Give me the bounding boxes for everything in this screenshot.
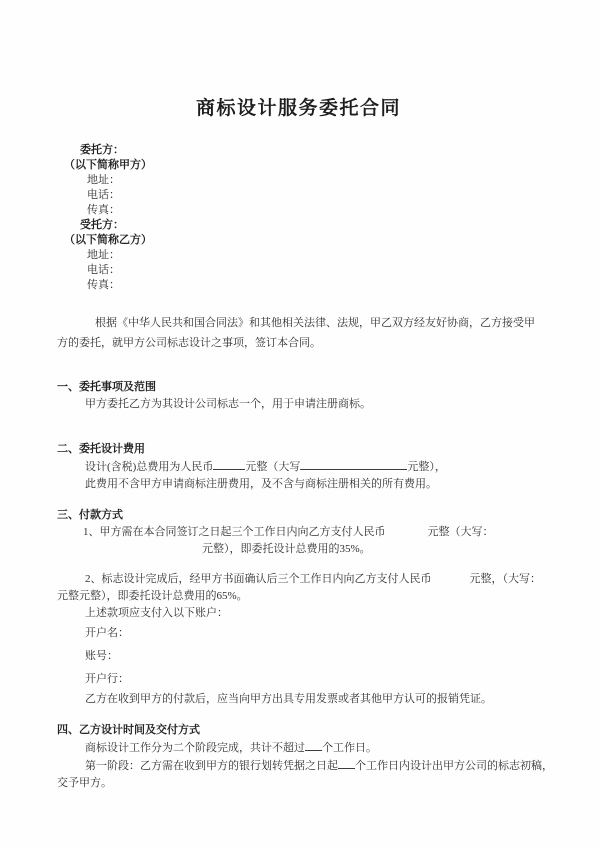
fee-amount-words-blank: [300, 458, 407, 470]
payment-item2-suffix: 元整，（大写：: [469, 573, 541, 585]
fee-text-mid: 元整（大写: [245, 461, 301, 473]
section-payment-heading: 三、付款方式: [57, 509, 123, 521]
bank-label: 开户行：: [85, 673, 129, 685]
schedule-line1: [57, 739, 540, 757]
fee-line: [57, 458, 540, 476]
payment-item1-prefix: 1、甲方需在本合同签订之日起三个工作日内向乙方支付人民币: [83, 526, 386, 538]
preamble-line-1: 根据《中华人民共和国合同法》和其他相关法律、法规，甲乙双方经友好协商，乙方接受甲: [95, 317, 535, 329]
section-scope-body: 甲方委托乙方为其设计公司标志一个，用于申请注册商标。: [85, 398, 371, 410]
party-b-fax-label: 传真：: [87, 279, 120, 291]
payment-item1-amount-space: [386, 534, 428, 535]
fee-text-prefix: 设计(含税)总费用为人民币: [85, 461, 214, 473]
party-a-address-label: 地址：: [87, 174, 120, 186]
schedule-line2: [57, 757, 553, 775]
parties-block: [57, 143, 540, 293]
section-fee: [57, 441, 540, 493]
section-schedule-heading: 四、乙方设计时间及交付方式: [57, 724, 200, 736]
stage1-days-blank: [338, 757, 355, 769]
party-a-phone-label: 电话：: [87, 189, 120, 201]
payment-item2-line1: [57, 571, 540, 588]
payment-item2-line2: 元整元整），即委托设计总费用的65%。: [57, 590, 248, 602]
invoice-note: 乙方在收到甲方的付款后，应当向甲方出具专用发票或者其他甲方认可的报销凭证。: [85, 693, 492, 705]
total-days-blank: [305, 739, 322, 751]
preamble-paragraph: [57, 313, 540, 353]
section-scope: [57, 379, 540, 413]
party-b-address-label: 地址：: [87, 249, 120, 261]
party-a-fax-label: 传真：: [87, 204, 120, 216]
account-name-label: 开户名：: [85, 627, 129, 639]
payment-item1-suffix: 元整（大写：: [427, 526, 494, 538]
account-number-label: 账号：: [85, 650, 118, 662]
section-schedule: [57, 722, 553, 792]
payment-item1-line1: [57, 524, 540, 541]
section-fee-heading: 二、委托设计费用: [57, 443, 145, 455]
schedule-line2-prefix: 第一阶段：乙方需在收到甲方的银行划转凭据之日起: [85, 760, 338, 772]
party-a-label: 委托方：: [80, 144, 124, 156]
fee-note: 此费用不含甲方申请商标注册费用，及不含与商标注册相关的所有费用。: [85, 478, 437, 490]
party-b-phone-label: 电话：: [87, 264, 120, 276]
payment-item2-prefix: 2、标志设计完成后，经甲方书面确认后三个工作日内向乙方支付人民币: [85, 573, 432, 585]
schedule-line3: 交予甲方。: [57, 777, 112, 789]
party-a-alias: （以下简称甲方）: [64, 159, 152, 171]
payment-item2: [57, 571, 540, 605]
payment-item1-line2: 元整），即委托设计总费用的35%。: [202, 543, 371, 555]
preamble-line-2: 方的委托，就甲方公司标志设计之事项，签订本合同。: [57, 337, 321, 349]
fee-amount-blank: [213, 458, 245, 470]
payment-item2-amount-space: [432, 581, 470, 582]
party-b-label: 受托方：: [80, 219, 124, 231]
party-b-alias: （以下简称乙方）: [64, 234, 152, 246]
schedule-line2-suffix: 个工作日内设计出甲方公司的标志初稿，: [355, 760, 553, 772]
schedule-line1-prefix: 商标设计工作分为二个阶段完成，共计不超过: [85, 742, 305, 754]
section-scope-heading: 一、委托事项及范围: [57, 381, 156, 393]
section-payment: [57, 507, 540, 708]
account-intro: 上述款项应支付入以下账户：: [85, 607, 228, 619]
fee-text-suffix: 元整），: [407, 461, 446, 473]
document-title: 商标设计服务委托合同: [195, 98, 401, 119]
schedule-line1-suffix: 个工作日。: [322, 742, 377, 754]
